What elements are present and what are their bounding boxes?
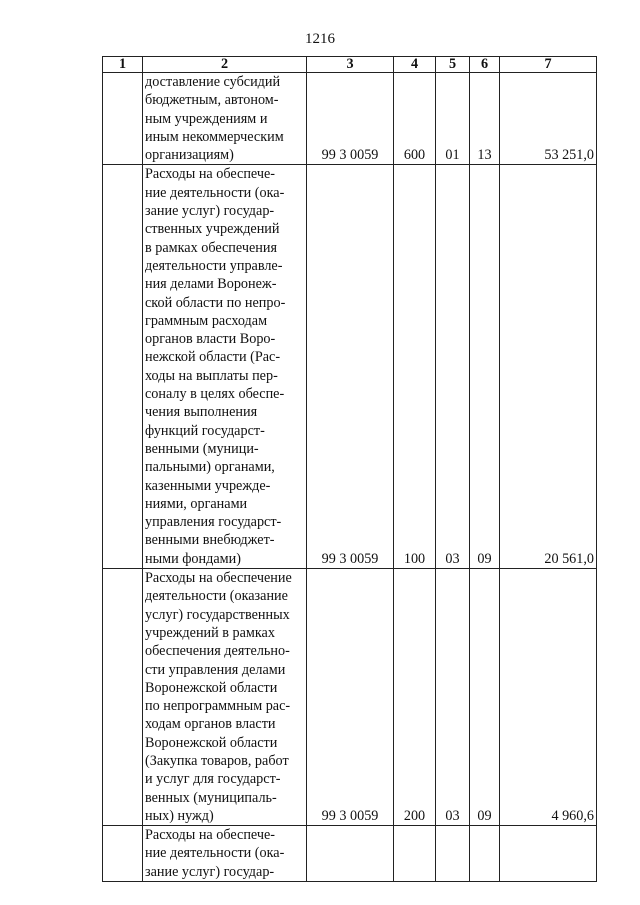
row-description: доставление субсидий бюджетным, автоном- ным учреждениям и иным некоммерческим организациям) [143, 73, 307, 165]
header-cell: 4 [394, 57, 436, 73]
budget-table [102, 56, 597, 882]
row-col5: 01 [436, 73, 470, 165]
row-code: 99 3 0059 [307, 73, 394, 165]
row-description: Расходы на обеспече- ние деятельности (ока- зание услуг) государ- ственных учреждений в рамках обеспечения деятельности управле- ния делами Воронеж- ской области по непро- граммным расходам органов власти Воро- нежской области (Рас- ходы на выплаты пер- соналу в целях обеспе- чения выполнения функций государст- венными (муници- пальными) органами, казенными учрежде- ниями, органами управления государст- венными внебюджет- ными фондами) [143, 165, 307, 569]
row-index-cell [103, 569, 143, 826]
header-cell: 7 [500, 57, 597, 73]
table-row [103, 826, 597, 882]
row-index-cell [103, 165, 143, 569]
table-header-row [103, 57, 597, 73]
header-cell: 1 [103, 57, 143, 73]
header-cell: 5 [436, 57, 470, 73]
row-col6: 09 [470, 569, 500, 826]
row-col5: 03 [436, 165, 470, 569]
row-col6: 13 [470, 73, 500, 165]
row-col4: 600 [394, 73, 436, 165]
row-col4: 100 [394, 165, 436, 569]
page-number: 1216 [305, 31, 335, 47]
row-amount: 4 960,6 [500, 569, 597, 826]
row-code [307, 826, 394, 882]
table-row [103, 569, 597, 826]
table-row [103, 73, 597, 165]
row-col4 [394, 826, 436, 882]
row-col4: 200 [394, 569, 436, 826]
row-code: 99 3 0059 [307, 569, 394, 826]
row-col6 [470, 826, 500, 882]
row-col5: 03 [436, 569, 470, 826]
row-amount [500, 826, 597, 882]
row-col6: 09 [470, 165, 500, 569]
row-amount: 20 561,0 [500, 165, 597, 569]
table-row [103, 165, 597, 569]
header-cell: 3 [307, 57, 394, 73]
row-description: Расходы на обеспечение деятельности (оказание услуг) государственных учреждений в рамках обеспечения деятельно- сти управления делами Воронежской области по непрограммным рас- ходам органов власти Воронежской области (Закупка товаров, работ и услуг для государст- венных (муниципаль- ных) нужд) [143, 569, 307, 826]
header-cell: 2 [143, 57, 307, 73]
row-col5 [436, 826, 470, 882]
row-index-cell [103, 73, 143, 165]
row-amount: 53 251,0 [500, 73, 597, 165]
row-description: Расходы на обеспече- ние деятельности (ока- зание услуг) государ- [143, 826, 307, 882]
row-code: 99 3 0059 [307, 165, 394, 569]
header-cell: 6 [470, 57, 500, 73]
row-index-cell [103, 826, 143, 882]
